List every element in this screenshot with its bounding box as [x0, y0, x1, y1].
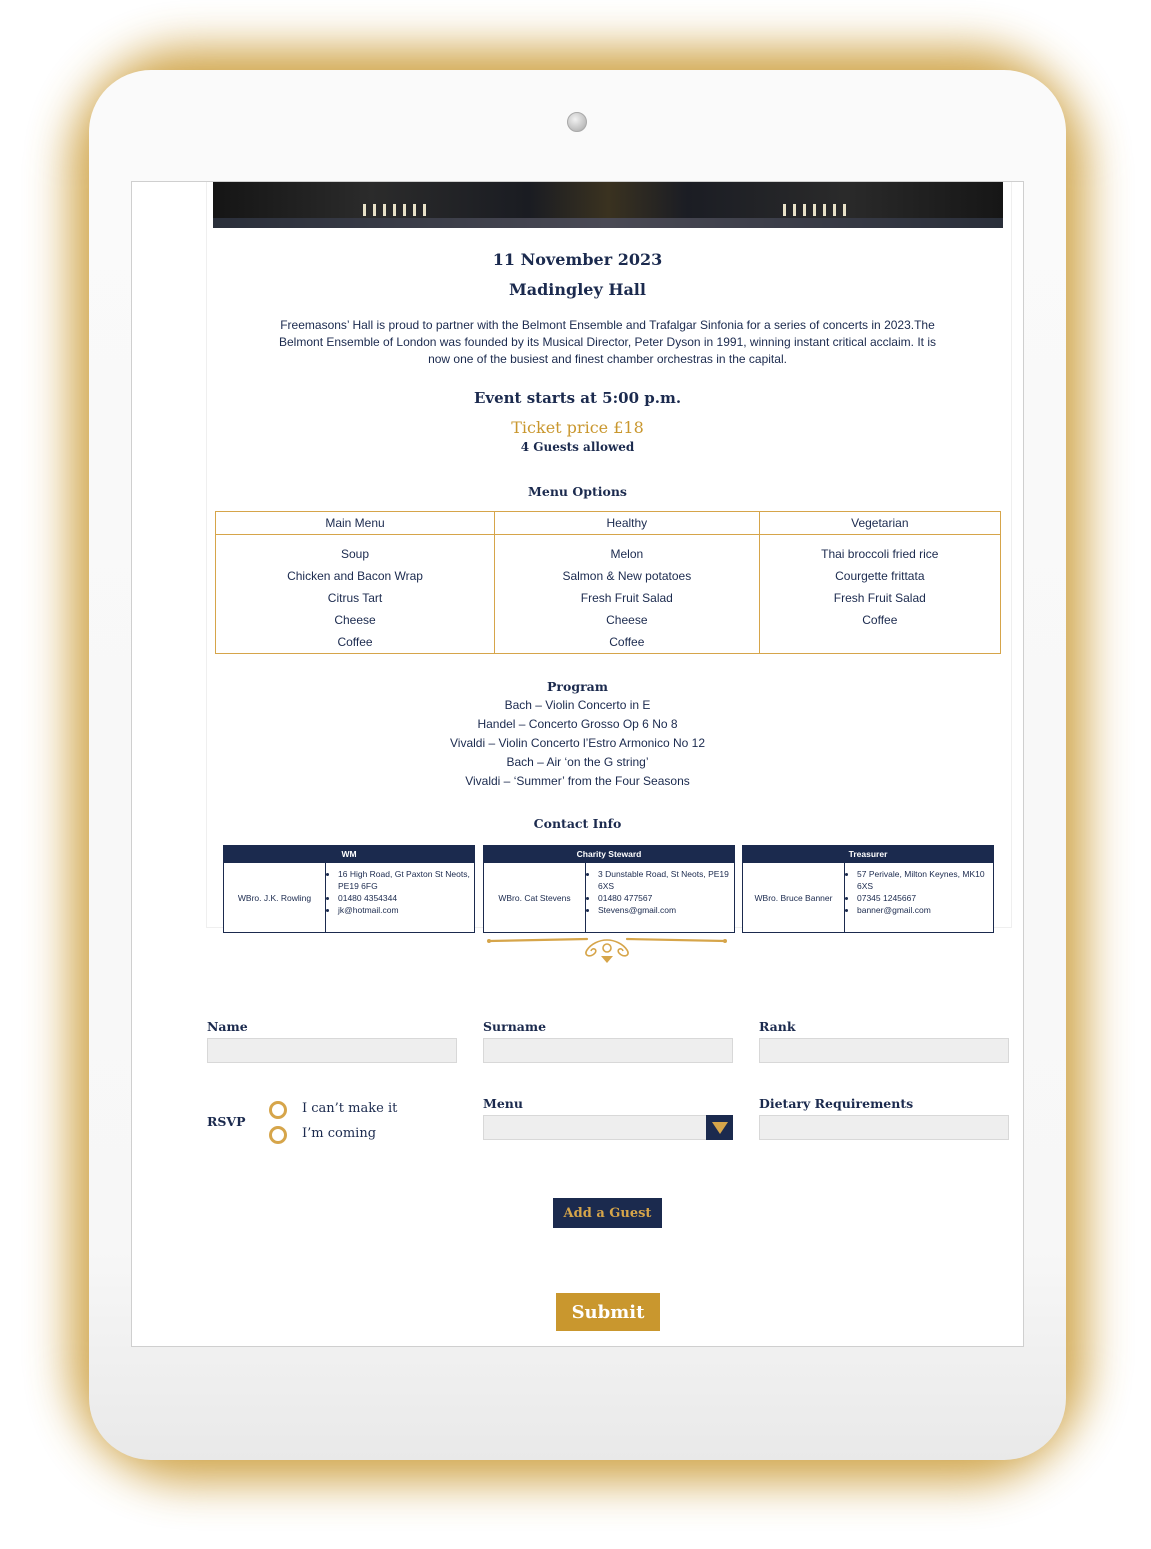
chevron-down-icon[interactable]: [706, 1115, 733, 1140]
menu-item: Salmon & New potatoes: [562, 569, 692, 583]
rank-label: Rank: [759, 1019, 796, 1034]
contact-card-charity-steward: [483, 845, 735, 933]
contact-info-title: Contact Info: [533, 816, 622, 831]
menu-column-healthy: [495, 535, 760, 654]
menu-item: Courgette frittata: [835, 569, 925, 583]
ornament-divider-icon: [487, 934, 727, 966]
contact-details: [847, 868, 999, 916]
submit-button[interactable]: Submit: [556, 1293, 660, 1331]
rsvp-coming-radio[interactable]: [269, 1126, 287, 1144]
candle: [803, 204, 806, 216]
contact-role: WM: [224, 846, 474, 863]
menu-column-header: Vegetarian: [759, 512, 1000, 535]
contact-email: • Stevens@gmail.com: [598, 904, 740, 916]
menu-column-header: Healthy: [495, 512, 760, 535]
contact-name: WBro. J.K. Rowling: [224, 863, 326, 932]
candle: [413, 204, 416, 216]
menu-item: Melon: [610, 547, 644, 561]
menu-item: Cheese: [606, 613, 648, 627]
candle: [823, 204, 826, 216]
hero-image: [213, 182, 1003, 228]
name-input[interactable]: [207, 1038, 457, 1063]
surname-label: Surname: [483, 1019, 547, 1034]
dietary-label: Dietary Requirements: [759, 1096, 914, 1111]
camera-icon: [567, 112, 587, 132]
contact-address: • 3 Dunstable Road, St Neots, PE19 6XS: [598, 868, 740, 892]
program-item: Vivaldi – ‘Summer’ from the Four Seasons: [465, 774, 690, 788]
contact-address: • 57 Perivale, Milton Keynes, MK10 6XS: [857, 868, 999, 892]
program-item: Bach – Violin Concerto in E: [504, 698, 651, 712]
candle: [393, 204, 396, 216]
menu-item: Fresh Fruit Salad: [580, 591, 673, 605]
menu-item: Coffee: [862, 613, 898, 627]
dietary-input[interactable]: [759, 1115, 1009, 1140]
program-item: Handel – Concerto Grosso Op 6 No 8: [477, 717, 678, 731]
menu-item: Chicken and Bacon Wrap: [287, 569, 423, 583]
candle: [833, 204, 836, 216]
event-venue: Madingley Hall: [509, 280, 646, 299]
rank-input[interactable]: [759, 1038, 1009, 1063]
event-date: 11 November 2023: [492, 250, 663, 269]
candle: [373, 204, 376, 216]
candle: [843, 204, 846, 216]
menu-item: Cheese: [334, 613, 376, 627]
guests-allowed: 4 Guests allowed: [520, 440, 635, 454]
contact-phone: • 01480 477567: [598, 892, 740, 904]
contact-name: WBro. Bruce Banner: [743, 863, 845, 932]
menu-item: Coffee: [337, 635, 373, 649]
contact-phone: • 07345 1245667: [857, 892, 999, 904]
candle: [363, 204, 366, 216]
event-description: Freemasons’ Hall is proud to partner with the Belmont Ensemble and Trafalgar Sinfonia for a series of concerts in 2023.The Belmont Ensemble of London was founded by its Musical Director, Peter Dyson in 1991, winning instant critical acclaim. It is now one of the busiest and finest chamber orchestras in the capital.: [279, 318, 936, 366]
contact-address: • 16 High Road, Gt Paxton St Neots, PE19 6FG: [338, 868, 480, 892]
menu-item: Coffee: [609, 635, 645, 649]
menu-select[interactable]: [483, 1115, 733, 1140]
contact-role: Treasurer: [743, 846, 993, 863]
contact-email: • banner@gmail.com: [857, 904, 999, 916]
candle: [793, 204, 796, 216]
contact-name: WBro. Cat Stevens: [484, 863, 586, 932]
candle: [403, 204, 406, 216]
candle: [383, 204, 386, 216]
ticket-price: Ticket price £18: [511, 418, 644, 437]
contact-email: • jk@hotmail.com: [338, 904, 480, 916]
add-guest-button[interactable]: Add a Guest: [553, 1198, 662, 1228]
menu-item: Thai broccoli fried rice: [821, 547, 939, 561]
menu-column-vegetarian: [759, 535, 1000, 654]
candle: [423, 204, 426, 216]
tablet-screen: [131, 181, 1024, 1347]
event-start-time: Event starts at 5:00 p.m.: [473, 389, 682, 407]
contact-role: Charity Steward: [484, 846, 734, 863]
name-label: Name: [207, 1019, 248, 1034]
program-title: Program: [547, 679, 608, 694]
menu-item: Fresh Fruit Salad: [833, 591, 926, 605]
rsvp-option-label: I’m coming: [302, 1126, 377, 1141]
menu-column-header: Main Menu: [216, 512, 495, 535]
stage-floor: [213, 218, 1003, 228]
contact-details: [328, 868, 480, 916]
candle: [813, 204, 816, 216]
program-item: Bach – Air ‘on the G string’: [506, 755, 649, 769]
menu-item: Citrus Tart: [327, 591, 383, 605]
program-item: Vivaldi – Violin Concerto l’Estro Armonico No 12: [449, 736, 706, 750]
contact-card-treasurer: [742, 845, 994, 933]
contact-details: [588, 868, 740, 916]
program-list: [132, 696, 1023, 791]
menu-options-table: [215, 511, 1001, 654]
contact-phone: • 01480 4354344: [338, 892, 480, 904]
candle: [783, 204, 786, 216]
surname-input[interactable]: [483, 1038, 733, 1063]
contact-card-wm: [223, 845, 475, 933]
menu-column-main: [216, 535, 495, 654]
menu-item: Soup: [341, 547, 370, 561]
rsvp-label: RSVP: [207, 1114, 246, 1129]
rsvp-option-label: I can’t make it: [302, 1101, 398, 1116]
menu-options-title: Menu Options: [528, 484, 627, 499]
rsvp-cant-make-it-radio[interactable]: [269, 1101, 287, 1119]
menu-label: Menu: [483, 1096, 523, 1111]
